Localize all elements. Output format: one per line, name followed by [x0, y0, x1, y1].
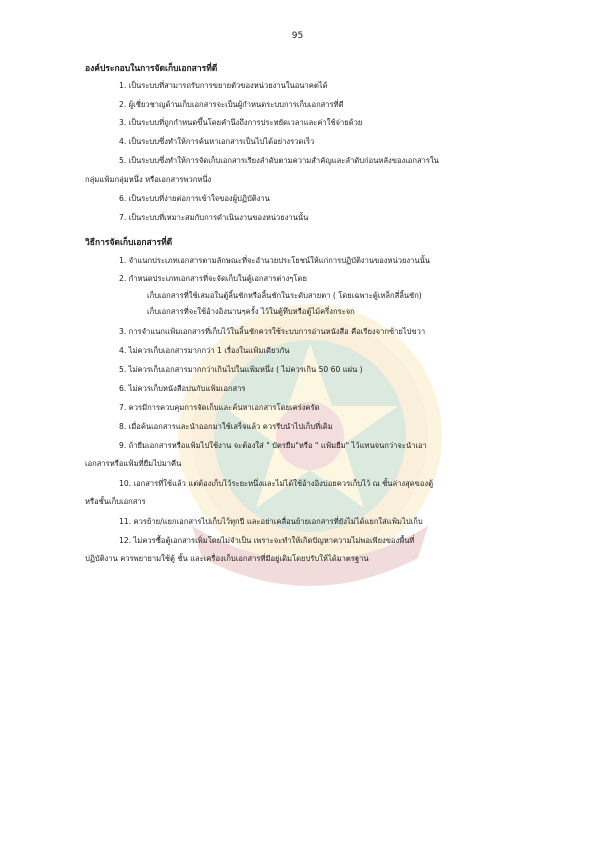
list-item-continuation: กลุ่มแฟ้มกลุ่มหนึ่ง หรือเอกสารพวกหนึ่ง — [85, 175, 212, 184]
list-item: 4. เป็นระบบซึ่งทำให้การค้นหาเอกสารเป็นไปได้อย่างรวดเร็ว — [119, 137, 315, 146]
list-item: 2. ผู้เชี่ยวชาญด้านเก็บเอกสารจะเป็นผู้กำหนดระบบการเก็บเอกสารที่ดี — [119, 100, 344, 109]
list-item: 8. เมื่อค้นเอกสารและนำออกมาใช้เสร็จแล้ว ควรรีบนำไปเก็บที่เดิม — [119, 422, 333, 431]
list-item: 2. กำหนดประเภทเอกสารที่จะจัดเก็บในตู้เอกสารต่างๆโดย — [119, 274, 307, 283]
list-item: 7. ควรมีการควบคุมการจัดเก็บและค้นหาเอกสารโดยเคร่งครัด — [119, 403, 320, 412]
list-item: 6. เป็นระบบที่ง่ายต่อการเข้าใจของผู้ปฏิบัติงาน — [119, 194, 270, 203]
list-item: 1. จำแนกประเภทเอกสารตามลักษณะที่จะอำนวยประโยชน์ให้แก่การปฏิบัติงานของหน่วยงานนั้น — [119, 256, 430, 265]
list-item: 7. เป็นระบบที่เหมาะสมกับการดำเนินงานของหน่วยงานนั้น — [119, 213, 309, 222]
list-item: 12. ไม่ควรซื้อตู้เอกสารเพิ่มโดยไม่จำเป็น เพราะจะทำให้เกิดปัญหาความไม่พอเพียงของพื้นที่ — [119, 536, 415, 545]
list-item: 3. เป็นระบบที่ถูกกำหนดขึ้นโดยคำนึงถึงการประหยัดเวลาและค่าใช้จ่ายด้วย — [119, 118, 363, 127]
list-item: 10. เอกสารที่ใช้แล้ว แต่ต้องเก็บไว้ระยะหนึ่งและไม่ได้ใช้อ้างอิงบ่อยควรเก็บไว้ ณ ชั้นล่างสุดของตู้ — [119, 479, 434, 488]
list-item: 9. ถ้ายืมเอกสารหรือแฟ้มไปใช้งาน จะต้องใส่ " บัตรยืม"หรือ " แฟ้มยืม" ไว้แทนจนกว่าจะนำเอา — [119, 441, 427, 450]
list-item-continuation: หรือชั้นเก็บเอกสาร — [85, 497, 146, 506]
list-item: 6. ไม่ควรเก็บหนังสือปนกับแฟ้มเอกสาร — [119, 384, 246, 393]
section-heading-components: องค์ประกอบในการจัดเก็บเอกสารที่ดี — [85, 64, 218, 74]
list-item-continuation: ปฏิบัติงาน ควรพยายามใช้ตู้ ชั้น และเครื่องเก็บเอกสารที่มีอยู่เดิมโดยปรับให้ได้มาตรฐาน — [85, 554, 369, 563]
list-item: 11. ควรย้าย/แยกเอกสารไปเก็บไว้ทุกปี และอย่าเคลื่อนย้ายเอกสารที่ยังไม่ได้แยกใส่แฟ้มไปเก็บ — [119, 517, 423, 526]
list-item: 5. ไม่ควรเก็บเอกสารมากกว่าเกินไปในแฟ้มหนึ่ง ( ไม่ควรเกิน 50 60 แผ่น ) — [119, 365, 363, 374]
list-item-continuation: เอกสารหรือแฟ้มที่ยืมไปมาคืน — [85, 459, 182, 468]
list-item: 1. เป็นระบบที่สามารถรับการขยายตัวของหน่วยงานในอนาคตได้ — [119, 81, 328, 90]
section-heading-methods: วิธีการจัดเก็บเอกสารที่ดี — [85, 238, 173, 248]
list-subitem: เก็บเอกสารที่จะใช้อ้างอิงนานๆครั้ง ไว้ในตู้ทึบหรือตู้ไม้ครึ่งกระจก — [147, 307, 355, 316]
list-item: 3. การจำแนกแฟ้มเอกสารที่เก็บไว้ในลิ้นชักควรใช้ระบบการอ่านหนังสือ คือเรียงจากซ้ายไปขวา — [119, 327, 426, 336]
list-subitem: เก็บเอกสารที่ใช้เสมอในตู้ลิ้นชักหรือลิ้นชักในระดับสายตา ( โดยเฉพาะตู้เหล็กสี่ลิ้นชัก) — [147, 291, 422, 300]
list-item: 4. ไม่ควรเก็บเอกสารมากกว่า 1 เรื่องในแฟ้มเดียวกัน — [119, 346, 290, 355]
list-item: 5. เป็นระบบซึ่งทำให้การจัดเก็บเอกสารเรียงลำดับตามความสำคัญและลำดับก่อนหลังของเอกสารใน — [119, 156, 439, 165]
page-number: 95 — [291, 31, 304, 41]
